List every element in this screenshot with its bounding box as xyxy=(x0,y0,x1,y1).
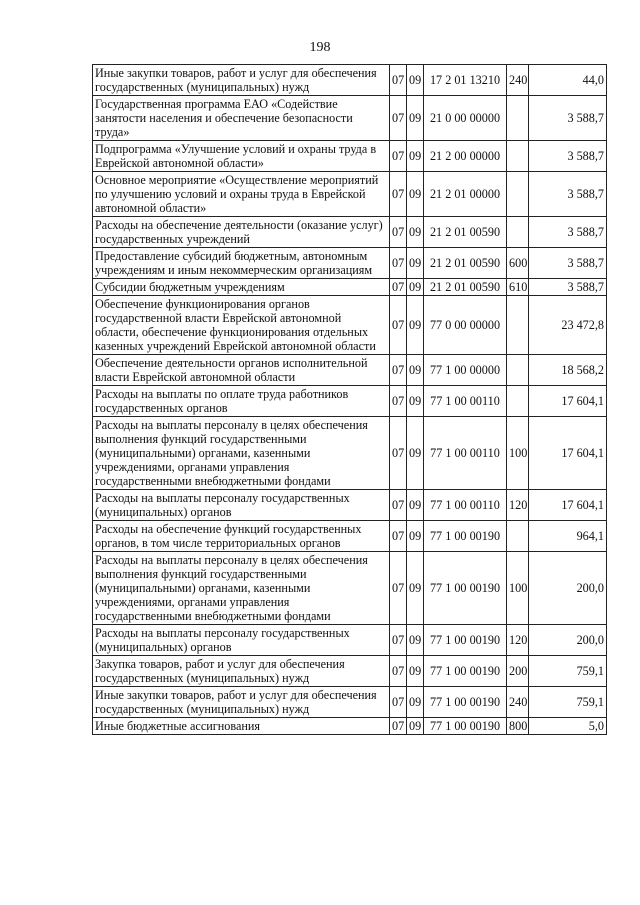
section-code: 07 xyxy=(390,552,407,625)
table-row xyxy=(93,625,607,656)
table-row xyxy=(93,65,607,96)
table-row xyxy=(93,417,607,490)
target-article-code: 21 2 01 00590 xyxy=(424,217,507,248)
subsection-code: 09 xyxy=(407,552,424,625)
subsection-code: 09 xyxy=(407,172,424,217)
amount: 17 604,1 xyxy=(529,417,607,490)
target-article-code: 77 1 00 00110 xyxy=(424,386,507,417)
target-article-code: 77 1 00 00190 xyxy=(424,552,507,625)
table-row xyxy=(93,172,607,217)
amount: 3 588,7 xyxy=(529,279,607,296)
row-description: Расходы на выплаты по оплате труда работников государственных органов xyxy=(93,386,390,417)
row-description: Подпрограмма «Улучшение условий и охраны труда в Еврейской автономной области» xyxy=(93,141,390,172)
amount: 18 568,2 xyxy=(529,355,607,386)
expense-type-code: 800 xyxy=(507,718,529,735)
section-code: 07 xyxy=(390,96,407,141)
subsection-code: 09 xyxy=(407,248,424,279)
target-article-code: 77 1 00 00190 xyxy=(424,521,507,552)
section-code: 07 xyxy=(390,625,407,656)
subsection-code: 09 xyxy=(407,656,424,687)
subsection-code: 09 xyxy=(407,490,424,521)
row-description: Иные закупки товаров, работ и услуг для обеспечения государственных (муниципальных) нужд xyxy=(93,65,390,96)
target-article-code: 21 0 00 00000 xyxy=(424,96,507,141)
amount: 3 588,7 xyxy=(529,96,607,141)
section-code: 07 xyxy=(390,490,407,521)
table-row xyxy=(93,279,607,296)
row-description: Обеспечение деятельности органов исполнительной власти Еврейской автономной области xyxy=(93,355,390,386)
row-description: Закупка товаров, работ и услуг для обеспечения государственных (муниципальных) нужд xyxy=(93,656,390,687)
subsection-code: 09 xyxy=(407,65,424,96)
budget-table-body xyxy=(93,65,607,735)
budget-table xyxy=(92,64,607,735)
expense-type-code: 240 xyxy=(507,65,529,96)
row-description: Расходы на обеспечение деятельности (оказание услуг) государственных учреждений xyxy=(93,217,390,248)
amount: 17 604,1 xyxy=(529,386,607,417)
amount: 759,1 xyxy=(529,656,607,687)
row-description: Иные бюджетные ассигнования xyxy=(93,718,390,735)
table-row xyxy=(93,656,607,687)
expense-type-code xyxy=(507,521,529,552)
expense-type-code: 240 xyxy=(507,687,529,718)
expense-type-code: 120 xyxy=(507,490,529,521)
subsection-code: 09 xyxy=(407,279,424,296)
target-article-code: 77 1 00 00190 xyxy=(424,656,507,687)
expense-type-code xyxy=(507,141,529,172)
table-row xyxy=(93,386,607,417)
section-code: 07 xyxy=(390,217,407,248)
subsection-code: 09 xyxy=(407,718,424,735)
expense-type-code: 100 xyxy=(507,552,529,625)
expense-type-code xyxy=(507,355,529,386)
row-description: Обеспечение функционирования органов государственной власти Еврейской автономной области, обеспечение функционирования отдельных казенных учреждений Еврейской автономной области xyxy=(93,296,390,355)
expense-type-code: 120 xyxy=(507,625,529,656)
section-code: 07 xyxy=(390,386,407,417)
target-article-code: 77 1 00 00190 xyxy=(424,687,507,718)
table-row xyxy=(93,718,607,735)
target-article-code: 21 2 01 00000 xyxy=(424,172,507,217)
amount: 3 588,7 xyxy=(529,217,607,248)
target-article-code: 21 2 00 00000 xyxy=(424,141,507,172)
amount: 759,1 xyxy=(529,687,607,718)
target-article-code: 21 2 01 00590 xyxy=(424,279,507,296)
row-description: Расходы на выплаты персоналу в целях обеспечения выполнения функций государственными (муниципальными) органами, казенными учреждениями, органами управления государственными внебюджетными фондами xyxy=(93,552,390,625)
amount: 964,1 xyxy=(529,521,607,552)
table-row xyxy=(93,355,607,386)
subsection-code: 09 xyxy=(407,96,424,141)
section-code: 07 xyxy=(390,296,407,355)
expense-type-code xyxy=(507,96,529,141)
table-row xyxy=(93,521,607,552)
row-description: Расходы на выплаты персоналу государственных (муниципальных) органов xyxy=(93,490,390,521)
target-article-code: 77 1 00 00190 xyxy=(424,718,507,735)
section-code: 07 xyxy=(390,718,407,735)
table-row xyxy=(93,96,607,141)
expense-type-code: 600 xyxy=(507,248,529,279)
table-row xyxy=(93,217,607,248)
section-code: 07 xyxy=(390,355,407,386)
row-description: Расходы на обеспечение функций государственных органов, в том числе территориальных органов xyxy=(93,521,390,552)
row-description: Предоставление субсидий бюджетным, автономным учреждениям и иным некоммерческим организациям xyxy=(93,248,390,279)
subsection-code: 09 xyxy=(407,417,424,490)
target-article-code: 17 2 01 13210 xyxy=(424,65,507,96)
amount: 3 588,7 xyxy=(529,248,607,279)
section-code: 07 xyxy=(390,521,407,552)
row-description: Расходы на выплаты персоналу в целях обеспечения выполнения функций государственными (муниципальными) органами, казенными учреждениями, органами управления государственными внебюджетными фондами xyxy=(93,417,390,490)
subsection-code: 09 xyxy=(407,355,424,386)
section-code: 07 xyxy=(390,172,407,217)
subsection-code: 09 xyxy=(407,141,424,172)
table-row xyxy=(93,490,607,521)
subsection-code: 09 xyxy=(407,687,424,718)
subsection-code: 09 xyxy=(407,296,424,355)
amount: 17 604,1 xyxy=(529,490,607,521)
table-row xyxy=(93,141,607,172)
row-description: Субсидии бюджетным учреждениям xyxy=(93,279,390,296)
row-description: Государственная программа ЕАО «Содействие занятости населения и обеспечение безопасности труда» xyxy=(93,96,390,141)
row-description: Иные закупки товаров, работ и услуг для обеспечения государственных (муниципальных) нужд xyxy=(93,687,390,718)
expense-type-code: 200 xyxy=(507,656,529,687)
target-article-code: 21 2 01 00590 xyxy=(424,248,507,279)
expense-type-code xyxy=(507,296,529,355)
section-code: 07 xyxy=(390,279,407,296)
amount: 3 588,7 xyxy=(529,141,607,172)
subsection-code: 09 xyxy=(407,521,424,552)
section-code: 07 xyxy=(390,248,407,279)
row-description: Расходы на выплаты персоналу государственных (муниципальных) органов xyxy=(93,625,390,656)
table-row xyxy=(93,296,607,355)
subsection-code: 09 xyxy=(407,625,424,656)
section-code: 07 xyxy=(390,687,407,718)
section-code: 07 xyxy=(390,141,407,172)
amount: 5,0 xyxy=(529,718,607,735)
amount: 3 588,7 xyxy=(529,172,607,217)
expense-type-code xyxy=(507,386,529,417)
amount: 200,0 xyxy=(529,625,607,656)
table-row xyxy=(93,248,607,279)
amount: 23 472,8 xyxy=(529,296,607,355)
expense-type-code xyxy=(507,172,529,217)
table-row xyxy=(93,687,607,718)
target-article-code: 77 1 00 00190 xyxy=(424,625,507,656)
subsection-code: 09 xyxy=(407,386,424,417)
amount: 200,0 xyxy=(529,552,607,625)
section-code: 07 xyxy=(390,417,407,490)
row-description: Основное мероприятие «Осуществление мероприятий по улучшению условий и охраны труда в Еврейской автономной области» xyxy=(93,172,390,217)
target-article-code: 77 1 00 00110 xyxy=(424,490,507,521)
expense-type-code: 100 xyxy=(507,417,529,490)
target-article-code: 77 1 00 00110 xyxy=(424,417,507,490)
amount: 44,0 xyxy=(529,65,607,96)
expense-type-code: 610 xyxy=(507,279,529,296)
table-row xyxy=(93,552,607,625)
section-code: 07 xyxy=(390,656,407,687)
target-article-code: 77 1 00 00000 xyxy=(424,355,507,386)
section-code: 07 xyxy=(390,65,407,96)
subsection-code: 09 xyxy=(407,217,424,248)
target-article-code: 77 0 00 00000 xyxy=(424,296,507,355)
page-number: 198 xyxy=(309,40,331,55)
expense-type-code xyxy=(507,217,529,248)
